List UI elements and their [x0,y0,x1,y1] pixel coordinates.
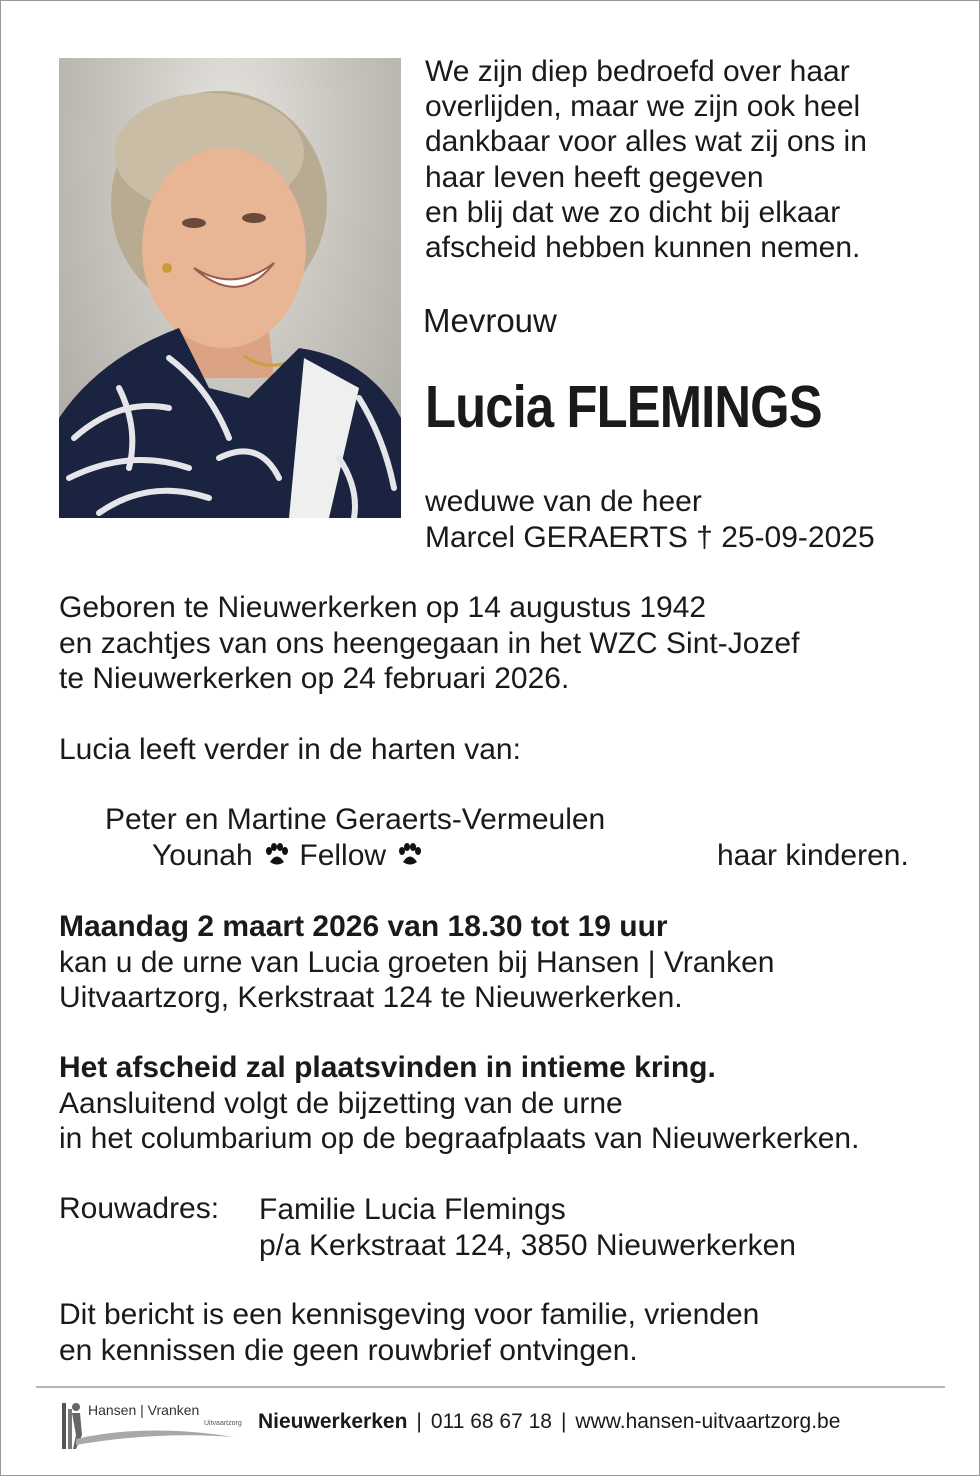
deceased-name: Lucia FLEMINGS [425,374,822,440]
portrait-photo [59,58,401,518]
born-line: Geboren te Nieuwerkerken op 14 augustus 1942 [59,591,707,624]
address-label: Rouwadres: [59,1192,220,1225]
company-logo [56,1395,242,1453]
footer-contact [258,1410,840,1434]
farewell-heading: Het afscheid zal plaatsvinden in intieme kring. [59,1051,716,1084]
footer-phone[interactable]: 011 68 67 18 [430,1410,552,1433]
visitation-info [59,909,775,1016]
pet-name: Fellow [299,839,387,872]
paw-icon [263,842,289,868]
born-line: en zachtjes van ons heengegaan in het WZC Sint-Jozef [59,626,800,660]
poem-line: overlijden, maar we zijn ook heel [425,90,861,124]
relation-label: haar kinderen. [717,839,909,872]
footer-divider [36,1386,945,1388]
visitation-line: Uitvaartzorg, Kerkstraat 124 te Nieuwerkerken. [59,981,683,1014]
logo-name: Hansen | Vranken [88,1402,200,1418]
poem-line: haar leven heeft gegeven [425,160,764,194]
farewell-info [59,1050,859,1157]
notice-line: en kennissen die geen rouwbrief ontvingen. [59,1333,638,1367]
poem-line: dankbaar voor alles wat zij ons in [425,125,867,159]
salutation: Mevrouw [423,302,557,339]
footer-town: Nieuwerkerken [258,1410,408,1433]
address-line: Familie Lucia Flemings [259,1193,566,1226]
family-pets [152,839,424,873]
visitation-line: kan u de urne van Lucia groeten bij Hansen | Vranken [59,945,775,979]
lives-on-text: Lucia leeft verder in de harten van: [59,733,521,766]
poem-line: afscheid hebben kunnen nemen. [425,231,861,265]
born-line: te Nieuwerkerken op 24 februari 2026. [59,662,570,695]
poem [425,54,867,265]
paw-icon [396,842,422,868]
birth-death-info [59,590,799,697]
widow-line: Marcel GERAERTS † 25-09-2025 [425,520,875,554]
widow-line: weduwe van de heer [425,485,702,518]
visitation-heading: Maandag 2 maart 2026 van 18.30 tot 19 uur [59,910,668,943]
pet-name: Younah [152,839,253,872]
notice-text [59,1297,759,1368]
poem-line: We zijn diep bedroefd over haar [425,55,850,88]
notice-line: Dit bericht is een kennisgeving voor familie, vrienden [59,1298,760,1331]
footer-website[interactable]: www.hansen-uitvaartzorg.be [575,1410,841,1433]
farewell-line: Aansluitend volgt de bijzetting van de urne [59,1086,623,1120]
family-children: Peter en Martine Geraerts-Vermeulen [105,803,606,836]
poem-line: en blij dat we zo dicht bij elkaar [425,195,841,229]
widow-of [425,484,875,555]
logo-subtitle: Uitvaartzorg [204,1420,242,1427]
farewell-line: in het columbarium op de begraafplaats van Nieuwerkerken. [59,1122,860,1155]
footer-separator: | [560,1410,567,1433]
footer-separator: | [416,1410,422,1433]
mourning-address [259,1192,796,1263]
address-line: p/a Kerkstraat 124, 3850 Nieuwerkerken [259,1228,796,1262]
